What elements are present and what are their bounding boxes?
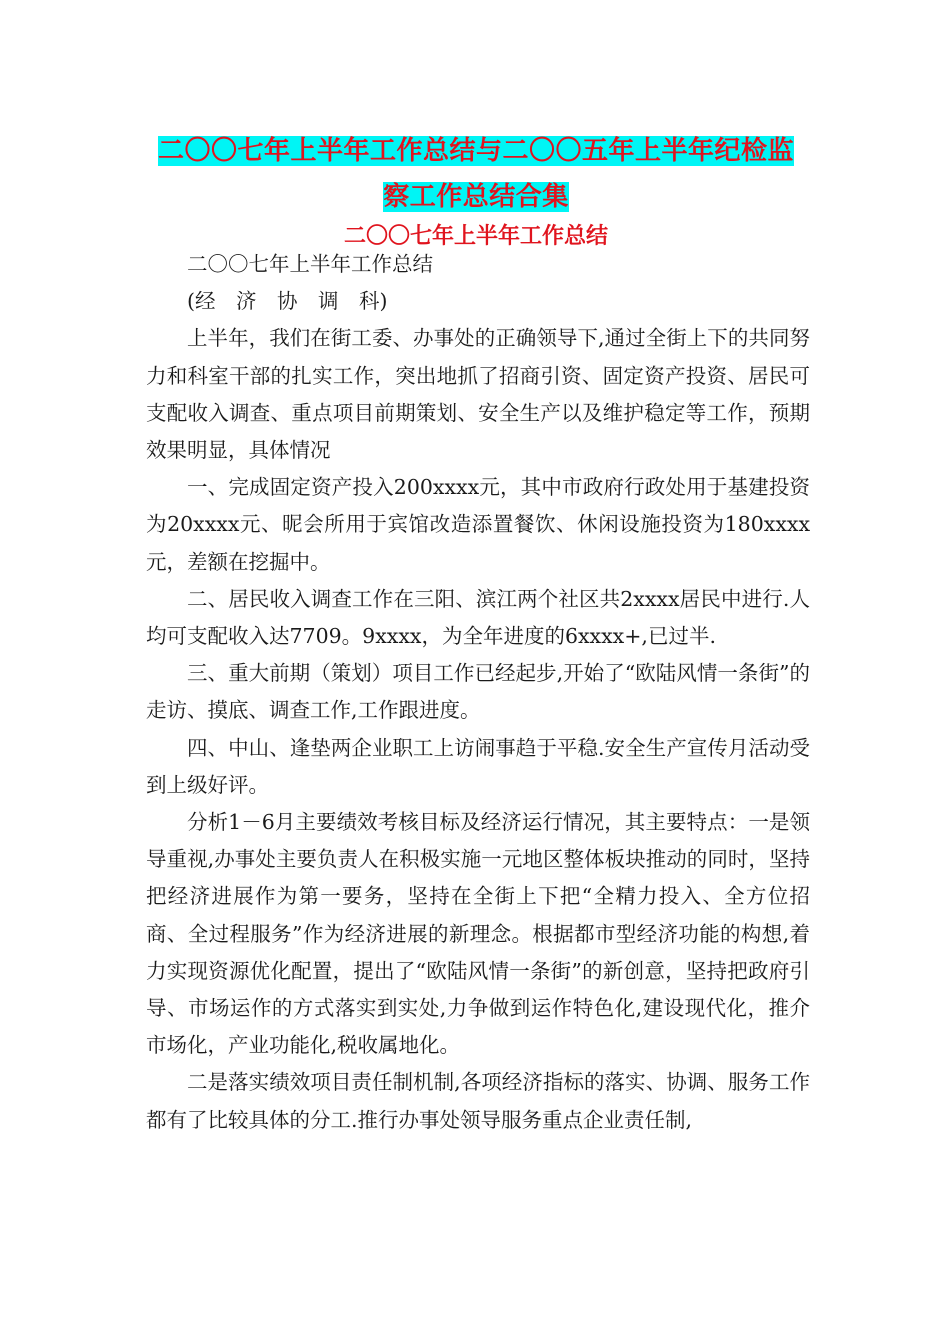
body-paragraph: (经 济 协 调 科) xyxy=(187,289,388,314)
document-body xyxy=(146,246,810,1139)
body-paragraph: 四、中山、逢垫两企业职工上访闹事趋于平稳.安全生产宣传月活动受到上级好评。 xyxy=(146,735,810,797)
body-paragraph: 二、居民收入调查工作在三阳、滨江两个社区共2xxxx居民中进行.人均可支配收入达7709。9xxxx，为全年进度的6xxxx+,已过半. xyxy=(146,586,810,649)
body-paragraph: 三、重大前期（策划）项目工作已经起步,开始了“欧陆风情一条街”的走访、摸底、调查工作,工作跟进度。 xyxy=(146,661,810,723)
body-paragraph: 分析1－6月主要绩效考核目标及经济运行情况，其主要特点：一是领导重视,办事处主要负责人在积极实施一元地区整体板块推动的同时，坚持把经济进展作为第一要务，坚持在全街上下把“全精力投入、全方位招商、全过程服务”作为经济进展的新理念。根据都市型经济功能的构想,着力实现资源优化配置，提出了“欧陆风情一条街”的新创意，坚持把政府引导、市场运作的方式落实到实处,力争做到运作特色化,建设现代化，推介市场化，产业功能化,税收属地化。 xyxy=(146,810,810,1058)
body-paragraph: 一、完成固定资产投入200xxxx元，其中市政府行政处用于基建投资为20xxxx元、昵会所用于宾馆改造添置餐饮、休闲设施投资为180xxxx元，差额在挖掘中。 xyxy=(146,475,810,574)
title-line-2: 察工作总结合集 xyxy=(383,182,569,212)
document-subtitle: 二〇〇七年上半年工作总结 xyxy=(343,224,608,249)
document-title xyxy=(146,128,806,220)
body-paragraph: 二〇〇七年上半年工作总结 xyxy=(187,252,433,276)
body-paragraph: 二是落实绩效项目责任制机制,各项经济指标的落实、协调、服务工作都有了比较具体的分工.推行办事处领导服务重点企业责任制, xyxy=(146,1070,810,1132)
body-paragraph: 上半年，我们在街工委、办事处的正确领导下,通过全街上下的共同努力和科室干部的扎实工作，突出地抓了招商引资、固定资产投资、居民可支配收入调查、重点项目前期策划、安全生产以及维护稳定等工作，预期效果明显，具体情况 xyxy=(146,326,810,463)
title-line-1: 二〇〇七年上半年工作总结与二〇〇五年上半年纪检监 xyxy=(157,136,794,166)
